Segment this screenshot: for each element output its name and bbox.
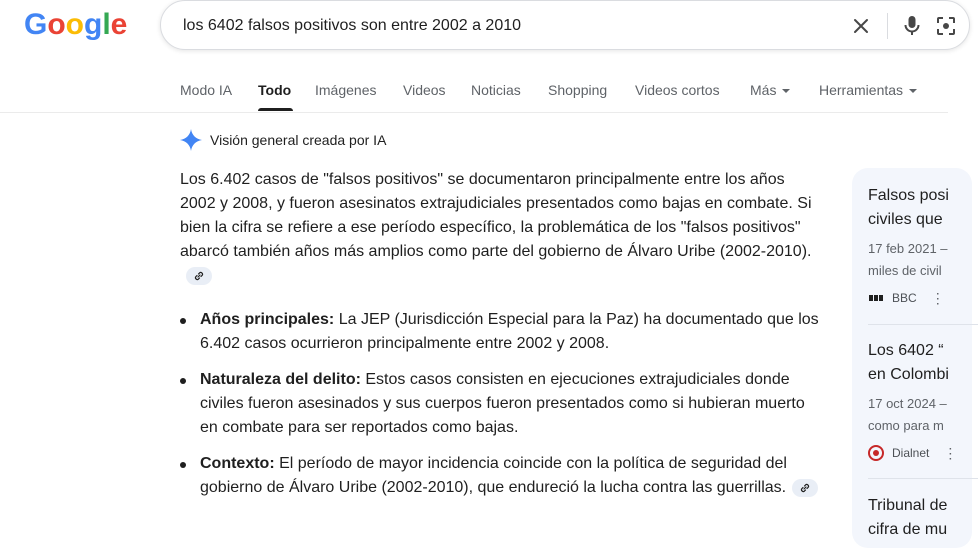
lens-icon[interactable] xyxy=(933,12,959,40)
source-title-line: Los 6402 “ xyxy=(868,342,944,359)
gemini-sparkle-icon xyxy=(180,129,202,151)
chevron-down-icon xyxy=(909,89,917,93)
ai-overview-header xyxy=(180,128,386,152)
tab-shopping[interactable]: Shopping xyxy=(548,82,608,98)
source-snippet: como para m xyxy=(868,418,944,433)
tab-videos[interactable]: Videos xyxy=(403,82,446,98)
more-options-icon[interactable]: ⋮ xyxy=(930,290,945,306)
more-options-icon[interactable]: ⋮ xyxy=(943,445,958,461)
tab-noticias[interactable]: Noticias xyxy=(471,82,521,98)
bullet-text: La JEP (Jurisdicción Especial para la Paz) ha documentado que los 6.402 casos ocurrieron principalmente entre 2002 y 2008. xyxy=(200,311,819,352)
tab-mas[interactable] xyxy=(750,82,790,98)
source-link-button[interactable] xyxy=(186,267,212,285)
bullet-text: El período de mayor incidencia coincide con la política de seguridad del gobierno de Álvaro Uribe (2002-2010), que endureció la lucha contra las guerrillas. xyxy=(200,455,787,496)
google-logo[interactable] xyxy=(24,8,128,41)
chevron-down-icon xyxy=(782,89,790,93)
bullet-term: Naturaleza del delito: xyxy=(200,371,361,388)
tab-mas-label: Más xyxy=(750,82,777,98)
active-tab-indicator xyxy=(258,108,293,111)
bullet-text: Estos casos consisten en ejecuciones extrajudiciales donde civiles fueron asesinados y sus cuerpos fueron presentados como si hubieran muerto en combate para ser reportados como bajas. xyxy=(200,371,805,436)
source-attribution xyxy=(868,445,978,461)
ai-overview-paragraph xyxy=(180,168,820,288)
tab-videos-cortos[interactable]: Videos cortos xyxy=(635,82,720,98)
source-card[interactable] xyxy=(868,339,978,461)
source-title-line: Tribunal de xyxy=(868,497,948,514)
source-card[interactable] xyxy=(868,494,978,542)
source-name: Dialnet xyxy=(892,446,930,460)
search-input[interactable] xyxy=(181,12,825,40)
source-attribution xyxy=(868,290,978,306)
search-divider xyxy=(887,13,888,39)
bbc-logo-icon xyxy=(868,290,884,306)
tab-herramientas[interactable] xyxy=(819,82,917,98)
card-divider xyxy=(868,478,978,479)
source-card[interactable] xyxy=(868,184,978,306)
tabs-divider xyxy=(0,112,948,113)
source-title-line: Falsos posi xyxy=(868,187,949,204)
bullet-term: Contexto: xyxy=(200,455,275,472)
clear-icon[interactable] xyxy=(847,12,875,40)
link-icon xyxy=(799,482,811,494)
source-link-button[interactable] xyxy=(792,479,818,497)
ai-overview-paragraph-text: Los 6.402 casos de "falsos positivos" se documentaron principalmente entre los años 2002 y 2008, y fueron asesinatos extrajudiciales presentados como bajas en combate. Si bien la cifra se refiere a ese período específico, la problemática de los "falsos positivos" abarcó también años más amplios como parte del gobierno de Álvaro Uribe (2002-2010). xyxy=(180,171,812,260)
sources-panel xyxy=(852,168,972,548)
bullet-term: Años principales: xyxy=(200,311,335,328)
source-date: 17 feb 2021 – xyxy=(868,241,948,256)
source-snippet: miles de civil xyxy=(868,263,942,278)
search-box[interactable] xyxy=(160,0,970,50)
source-name: BBC xyxy=(892,291,917,305)
source-title-line: cifra de mu xyxy=(868,521,948,538)
list-item xyxy=(180,452,820,500)
microphone-icon[interactable] xyxy=(899,12,925,40)
source-title-line: en Colombi xyxy=(868,366,949,383)
svg-text:Google: Google xyxy=(24,8,128,41)
ai-overview-title: Visión general creada por IA xyxy=(210,132,387,148)
link-icon xyxy=(193,270,205,282)
list-item xyxy=(180,308,820,356)
tab-todo[interactable]: Todo xyxy=(258,82,292,98)
source-date: 17 oct 2024 – xyxy=(868,396,947,411)
ai-overview-body xyxy=(180,168,820,496)
source-title-line: civiles que xyxy=(868,211,943,228)
dialnet-logo-icon xyxy=(868,445,884,461)
tab-modo-ia[interactable]: Modo IA xyxy=(180,82,233,98)
card-divider xyxy=(868,324,978,325)
tab-herramientas-label: Herramientas xyxy=(819,82,904,98)
list-item xyxy=(180,368,820,440)
tab-imagenes[interactable]: Imágenes xyxy=(315,82,377,98)
